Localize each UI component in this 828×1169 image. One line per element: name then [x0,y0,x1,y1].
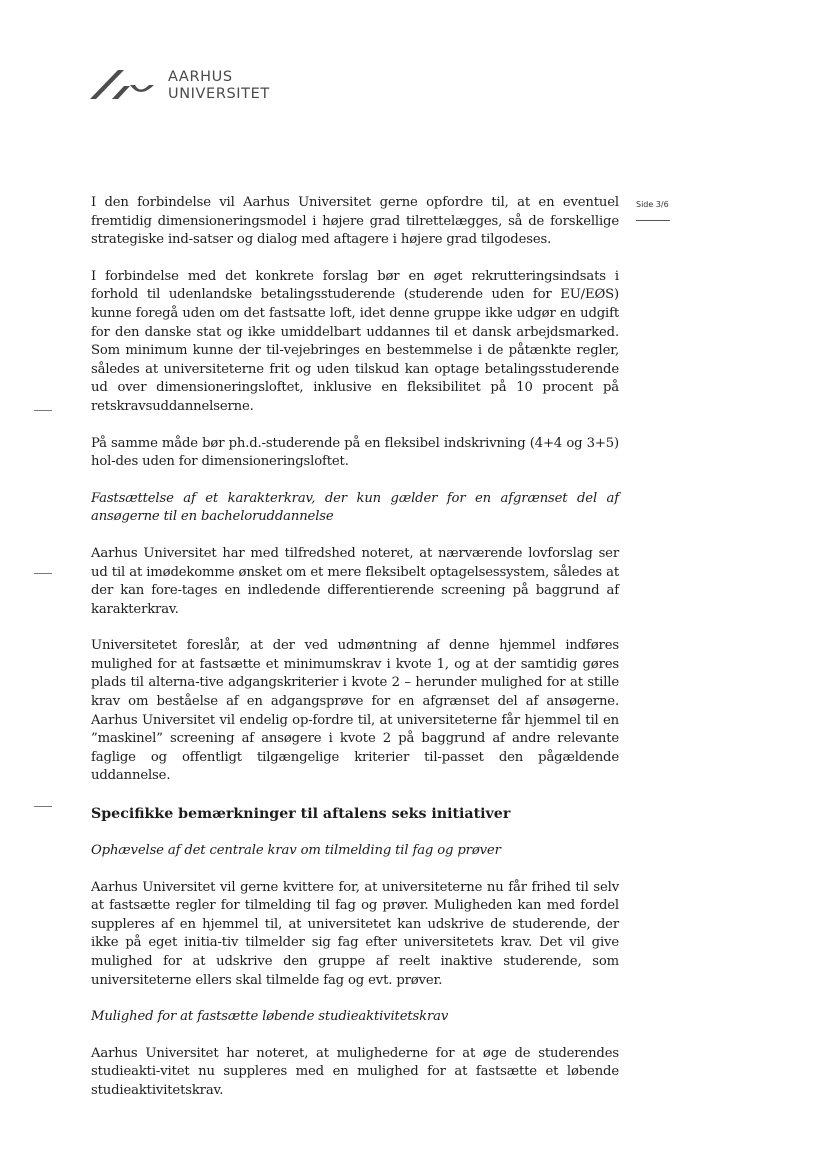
paragraph-quota-proposal: Universitetet foreslår, at der ved udmøntning af denne hjemmel indføres mulighed for at fastsætte et minimumskrav i kvote 1, og at der samtidig gøres plads til alterna-tive adgangskriterier i kvote 2 – herunder mulighed for at stille krav om beståelse af en adgangsprøve for en afgrænset del af ansøgerne. Aarhus Universitet vil endelig op-fordre til, at universiteterne får hjemmel til en ”maskinel” screening af ansøgere i kvote 2 på baggrund af andre relevante faglige og offentligt tilgængelige kriterier til-passet den pågældende uddannelse. [91,638,619,784]
logo-wordmark [168,69,270,103]
page-number-label: Side 3/6 [636,200,669,209]
section-heading-initiatives: Specifikke bemærkninger til aftalens seks initiativer [91,806,511,823]
section-subheading-grade-requirement: Fastsættelse af et karakterkrav, der kun gælder for en afgrænset del af ansøgerne til en bacheloruddannelse [91,490,619,525]
paragraph-paying-students: I forbindelse med det konkrete forslag bør en øget rekrutteringsindsats i forhold til udenlandske betalingsstuderende (studerende uden for EU/EØS) kunne foregå uden om det fastsatte loft, idet denne gruppe ikke udgør en udgift for den danske stat og ikke umiddelbart uddannes til et dansk arbejdsmarked. Som minimum kunne der til-vejebringes en bestemmelse i de påtænkte regler, således at universiteterne frit og uden tilskud kan optage betalingsstuderende ud over dimensioneringsloftet, inklusive en fleksibilitet på 10 procent på retskravsuddannelserne. [91,268,619,414]
page-number-divider [636,220,670,221]
paragraph-registration-freedom: Aarhus Universitet vil gerne kvittere for, at universiteterne nu får frihed til selv at fastsætte regler for tilmelding til fag og prøver. Muligheden kan med fordel suppleres af en hjemmel til, at universitetet kan udskrive de studerende, der ikke på eget initia-tiv tilmelder sig fag efter universitetets krav. Det vil give mulighed for at udskrive den gruppe af reelt inaktive studerende, som universiteterne ellers skal tilmelde fag og evt. prøver. [91,879,619,988]
fold-mark [34,410,52,411]
logo-line-2: UNIVERSITET [168,86,270,102]
section-subheading-registration: Ophævelse af det centrale krav om tilmelding til fag og prøver [91,843,501,859]
paragraph-phd-students: På samme måde bør ph.d.-studerende på en fleksibel indskrivning (4+4 og 3+5) hol-des uden for dimensioneringsloftet. [91,435,619,470]
university-logo [90,66,290,110]
paragraph-dimensioning-model: I den forbindelse vil Aarhus Universitet gerne opfordre til, at en eventuel fremtidig dimensioneringsmodel i højere grad tilrettelægges, så de forskellige strategiske ind-satser og dialog med aftagere i højere grad tilgodeses. [91,195,619,248]
page-number-column [636,200,696,221]
fold-mark [34,806,52,807]
paragraph-study-activity: Aarhus Universitet har noteret, at mulighederne for at øge de studerendes studieakti-vitet nu suppleres med en mulighed for at fastsætte et løbende studieaktivitetskrav. [91,1045,619,1098]
logo-line-1: AARHUS [168,69,233,85]
fold-mark [34,573,52,574]
letter-body [91,194,619,1101]
paragraph-flexible-admission: Aarhus Universitet har med tilfredshed noteret, at nærværende lovforslag ser ud til at imødekomme ønsket om et mere fleksibelt optagelsessystem, således at der kan fore-tages en indledende differentierende screening på baggrund af karakterkrav. [91,545,619,617]
aarhus-logo-mark-icon [90,66,162,106]
section-subheading-study-activity: Mulighed for at fastsætte løbende studieaktivitetskrav [91,1009,449,1025]
